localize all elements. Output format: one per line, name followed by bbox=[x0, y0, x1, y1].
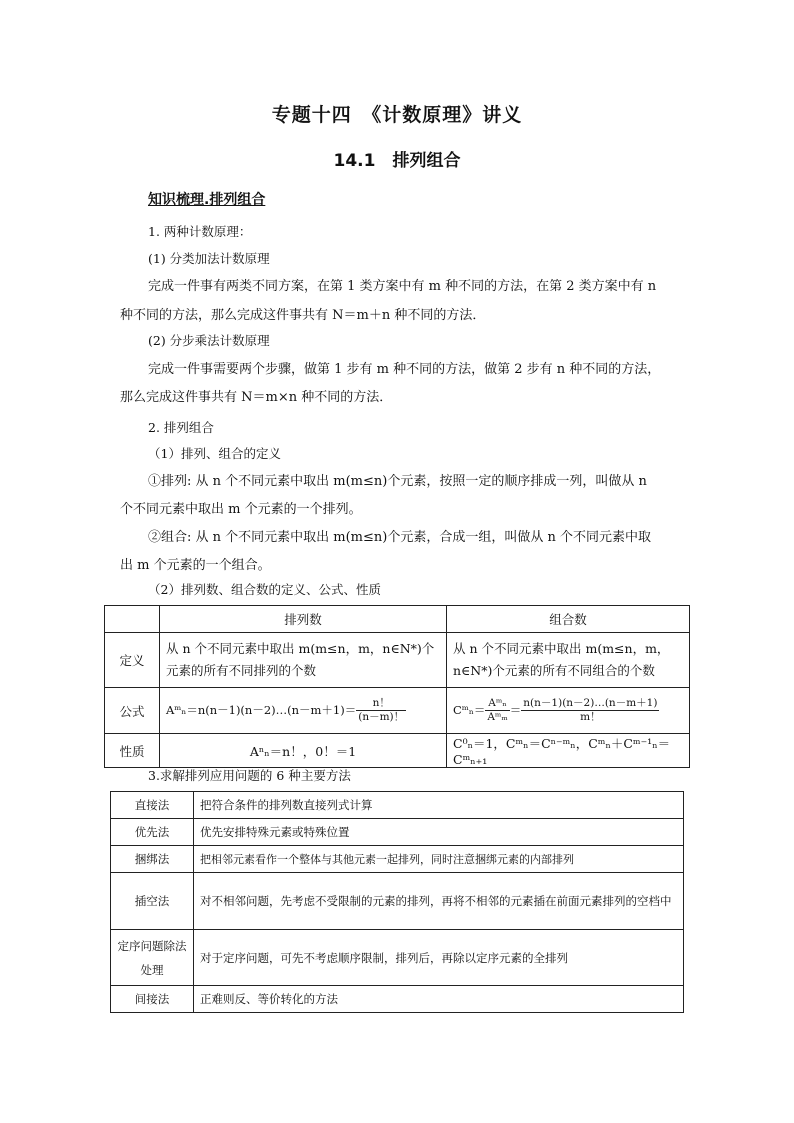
table-header-row bbox=[105, 606, 690, 633]
table-row bbox=[111, 873, 684, 930]
section-heading: 知识梳理.排列组合 bbox=[148, 192, 266, 208]
p2-sub1: （1）排列、组合的定义 bbox=[148, 446, 281, 461]
comb-fraction-1 bbox=[485, 697, 509, 724]
p1-sub1-line1: 完成一件事有两类不同方案，在第 1 类方案中有 m 种不同的方法，在第 2 类方案中有 n bbox=[148, 279, 657, 294]
comb-fraction-1-num: Aᵐₙ bbox=[485, 697, 509, 711]
method-name: 间接法 bbox=[111, 986, 194, 1013]
row-label: 性质 bbox=[105, 734, 160, 768]
page-subtitle: 14.1 排列组合 bbox=[333, 151, 461, 171]
perm-fraction bbox=[356, 697, 406, 724]
method-name: 插空法 bbox=[111, 873, 194, 930]
methods-table bbox=[110, 791, 684, 1013]
method-name: 定序问题除法处理 bbox=[111, 930, 194, 986]
method-desc: 对于定序问题，可先不考虑顺序限制，排列后，再除以定序元素的全排列 bbox=[194, 930, 684, 986]
perm-definition: 从 n 个不同元素中取出 m(m≤n，m，n∈N*)个元素的所有不同排列的个数 bbox=[160, 633, 447, 688]
comb-formula bbox=[447, 688, 690, 734]
table-row bbox=[105, 734, 690, 768]
p1-sub2-line1: 完成一件事需要两个步骤，做第 1 步有 m 种不同的方法，做第 2 步有 n 种不同的方法， bbox=[148, 362, 661, 377]
table-row bbox=[111, 986, 684, 1013]
p2-title: 2. 排列组合 bbox=[148, 420, 214, 435]
table-row bbox=[105, 688, 690, 734]
p1-sub1-line2: 种不同的方法，那么完成这件事共有 N＝m＋n 种不同的方法． bbox=[120, 308, 486, 323]
table-header-cell: 组合数 bbox=[447, 606, 690, 633]
perm-property: Aⁿₙ＝n！，0！＝1 bbox=[160, 734, 447, 768]
perm-formula bbox=[160, 688, 447, 734]
p3-title: 3.求解排列应用问题的 6 种主要方法 bbox=[148, 768, 351, 783]
p1-sub1: (1) 分类加法计数原理 bbox=[148, 251, 270, 266]
table-row bbox=[111, 930, 684, 986]
p2-def2-line2: 出 m 个元素的一个组合。 bbox=[120, 558, 271, 573]
method-name: 优先法 bbox=[111, 819, 194, 846]
method-desc: 正难则反、等价转化的方法 bbox=[194, 986, 684, 1013]
p1-sub2-line2: 那么完成这件事共有 N＝m×n 种不同的方法． bbox=[120, 390, 393, 405]
table-row bbox=[111, 846, 684, 873]
perm-fraction-den: (n－m)！ bbox=[358, 711, 405, 723]
p2-def1-line2: 个不同元素中取出 m 个元素的一个排列。 bbox=[120, 502, 362, 517]
table-header-cell: 排列数 bbox=[160, 606, 447, 633]
table-row bbox=[111, 819, 684, 846]
method-name: 直接法 bbox=[111, 792, 194, 819]
comb-fraction-2-den: m！ bbox=[580, 711, 601, 723]
comb-fraction-1-den: Aᵐₘ bbox=[487, 711, 508, 723]
method-desc: 把符合条件的排列数直接列式计算 bbox=[194, 792, 684, 819]
table-row bbox=[111, 792, 684, 819]
perm-formula-text: Aᵐₙ＝n(n－1)(n－2)…(n－m＋1)＝ bbox=[166, 703, 357, 717]
comb-definition: 从 n 个不同元素中取出 m(m≤n，m，n∈N*)个元素的所有不同组合的个数 bbox=[447, 633, 690, 688]
row-label: 定义 bbox=[105, 633, 160, 688]
method-desc: 对不相邻问题，先考虑不受限制的元素的排列，再将不相邻的元素插在前面元素排列的空档中 bbox=[194, 873, 684, 930]
page-title: 专题十四 《计数原理》讲义 bbox=[271, 104, 523, 126]
method-desc: 把相邻元素看作一个整体与其他元素一起排列，同时注意捆绑元素的内部排列 bbox=[194, 846, 684, 873]
p2-def2-line1: ②组合: 从 n 个不同元素中取出 m(m≤n)个元素，合成一组，叫做从 n 个不同元素中取 bbox=[148, 530, 651, 545]
comb-fraction-2-num: n(n－1)(n－2)…(n－m＋1) bbox=[523, 697, 658, 709]
comb-fraction-2 bbox=[521, 697, 659, 724]
table-header-cell bbox=[105, 606, 160, 633]
p2-sub2: （2）排列数、组合数的定义、公式、性质 bbox=[148, 582, 381, 597]
p1-title: 1. 两种计数原理： bbox=[148, 224, 252, 239]
method-desc: 优先安排特殊元素或特殊位置 bbox=[194, 819, 684, 846]
comb-property: C⁰ₙ＝1，Cᵐₙ＝Cⁿ⁻ᵐₙ，Cᵐₙ＋Cᵐ⁻¹ₙ＝Cᵐₙ₊₁ bbox=[447, 734, 690, 768]
p1-sub2: (2) 分步乘法计数原理 bbox=[148, 333, 270, 348]
perm-comb-table bbox=[104, 605, 690, 768]
comb-formula-text: Cᵐₙ＝ bbox=[453, 703, 486, 717]
p2-def1-line1: ①排列: 从 n 个不同元素中取出 m(m≤n)个元素，按照一定的顺序排成一列，叫做从 n bbox=[148, 474, 647, 489]
comb-eq: ＝ bbox=[509, 703, 522, 717]
perm-fraction-num: n！ bbox=[356, 697, 406, 711]
row-label: 公式 bbox=[105, 688, 160, 734]
table-row bbox=[105, 633, 690, 688]
method-name: 捆绑法 bbox=[111, 846, 194, 873]
